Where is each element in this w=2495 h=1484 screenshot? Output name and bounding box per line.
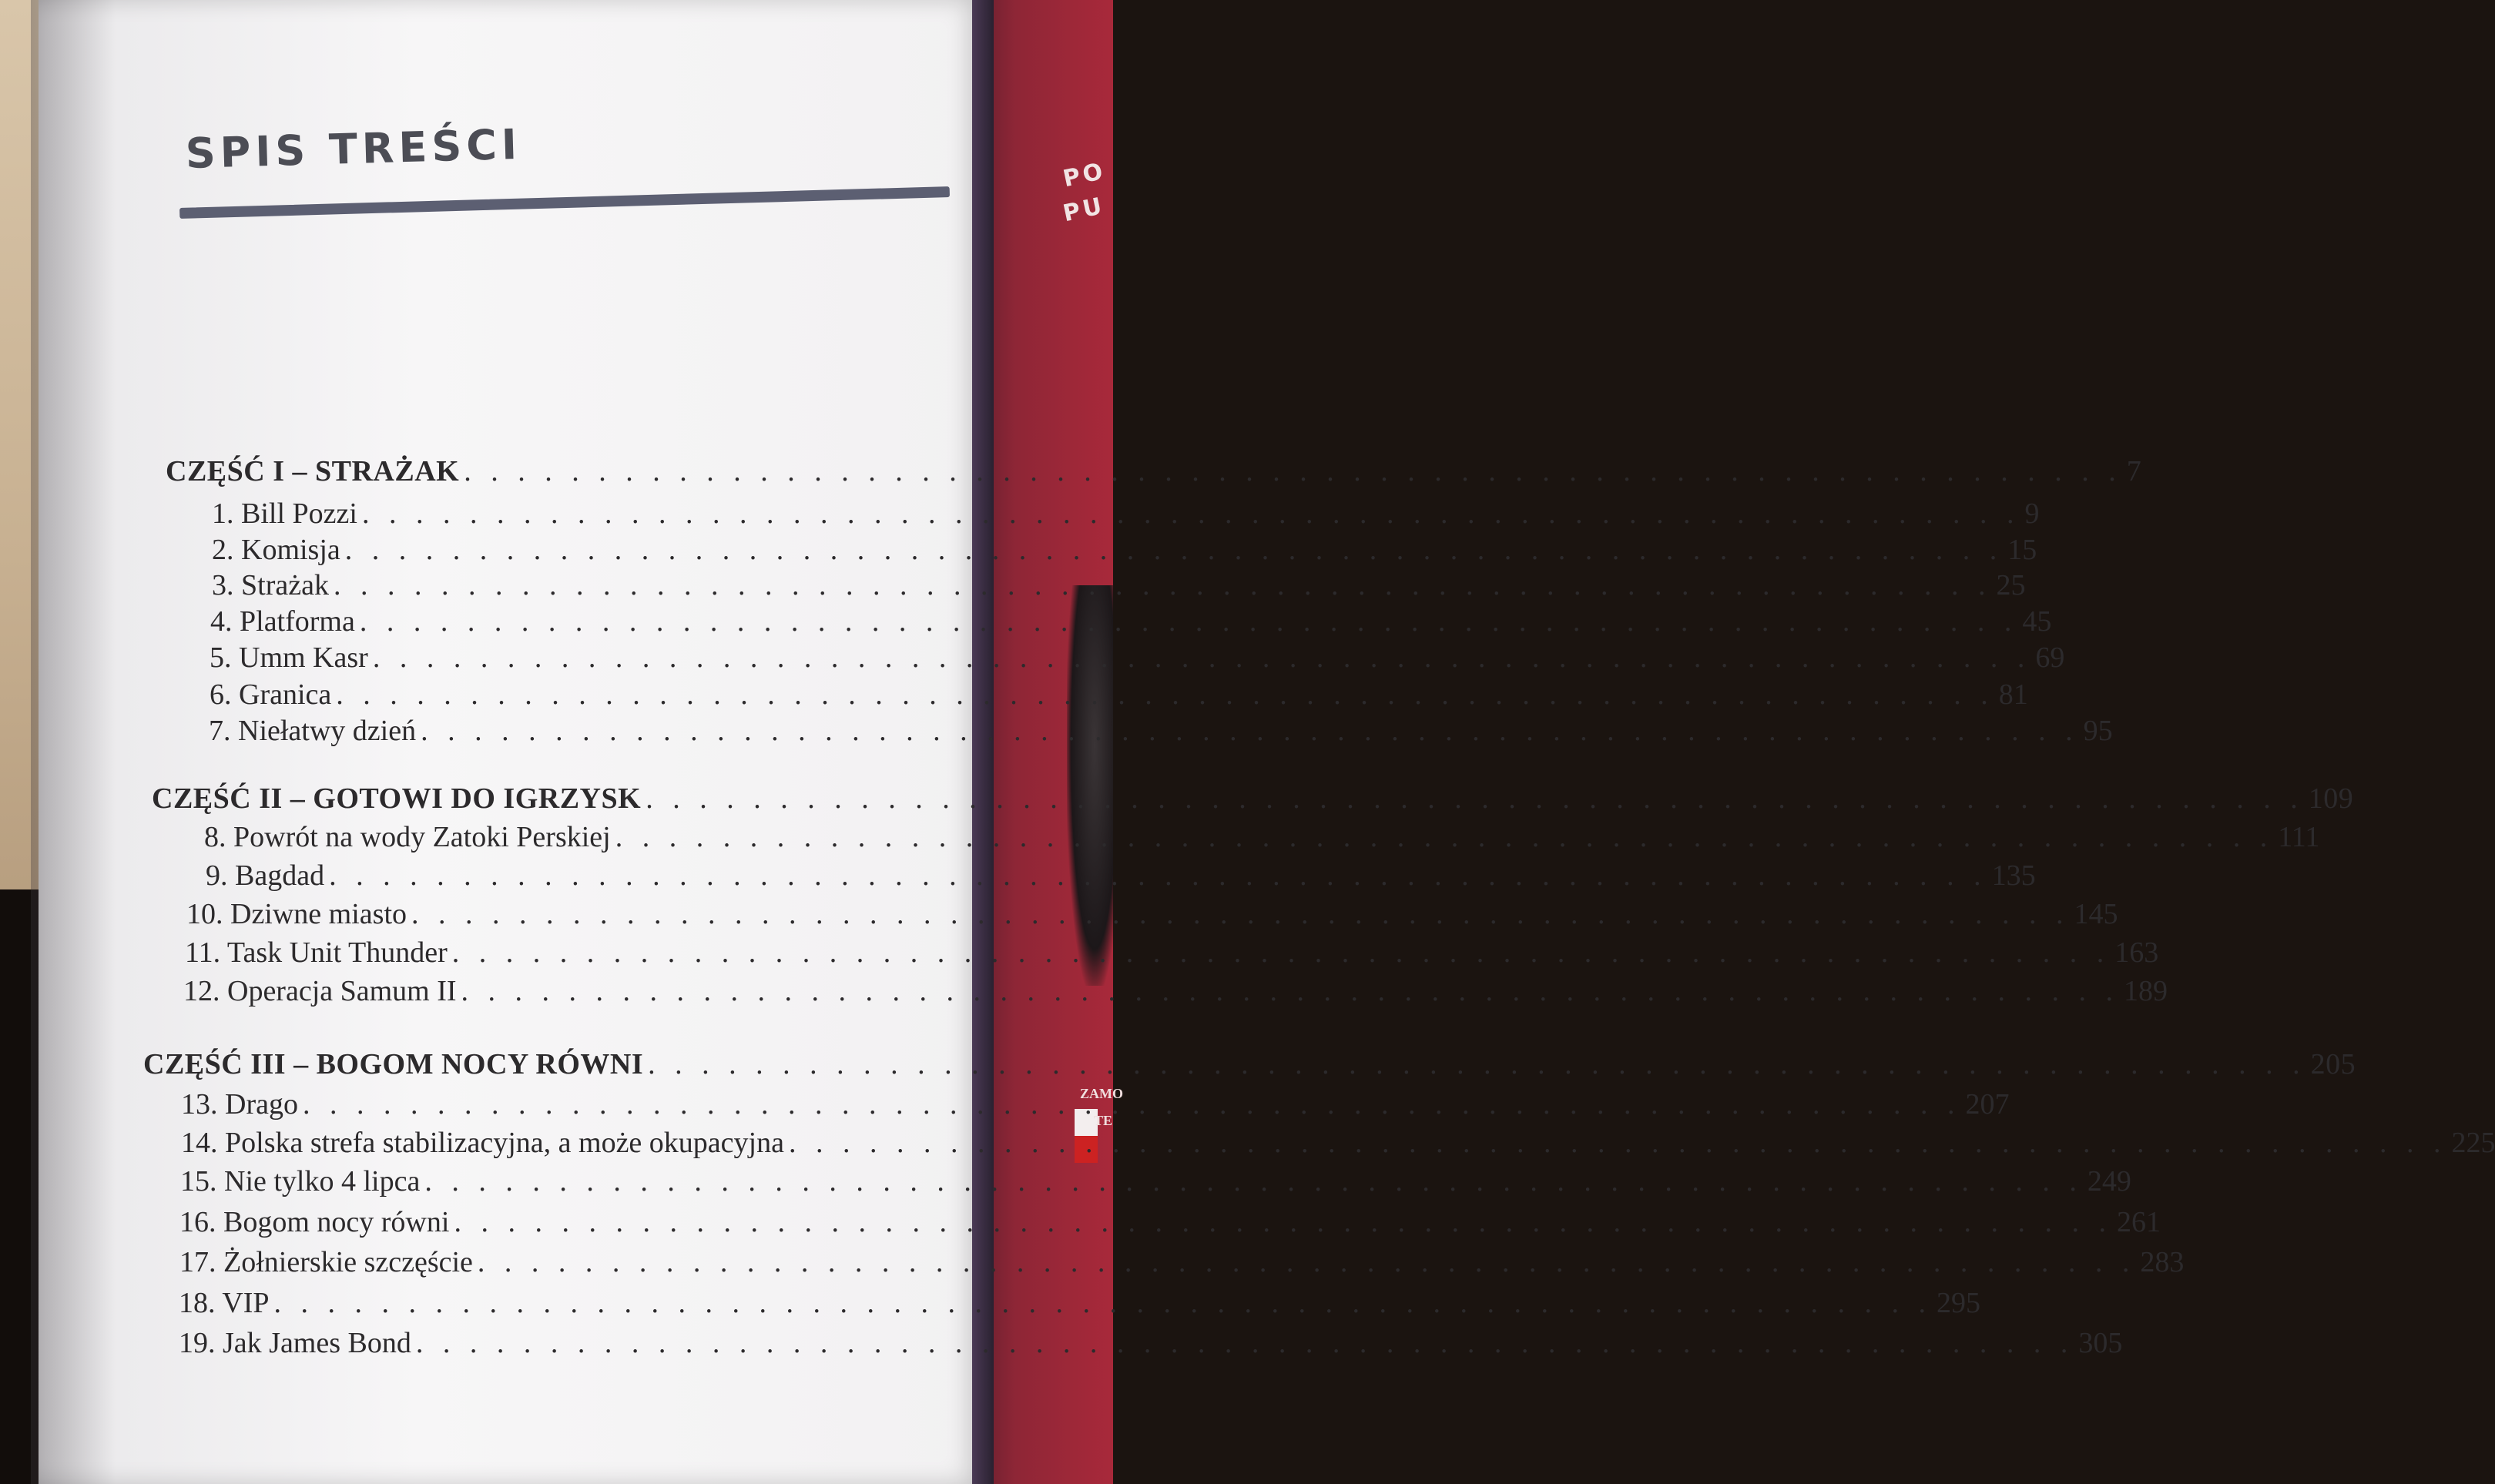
part-title: CZĘŚĆ III – BOGOM NOCY RÓWNI bbox=[143, 1048, 644, 1080]
dot-leader bbox=[646, 782, 2304, 816]
cover-text-line2: PU bbox=[1060, 192, 1108, 228]
page-number: 189 bbox=[2124, 975, 2168, 1007]
toc-chapter-row bbox=[179, 1326, 2123, 1360]
chapter-title: 13. Drago bbox=[181, 1088, 298, 1121]
toc-chapter-row bbox=[210, 641, 2065, 675]
dot-leader bbox=[360, 605, 2018, 638]
chapter-title: 10. Dziwne miasto bbox=[186, 898, 407, 930]
chapter-title: 7. Niełatwy dzień bbox=[209, 715, 417, 747]
dot-leader bbox=[336, 678, 1994, 712]
cover-small-text-1: ZAMO bbox=[1080, 1086, 1123, 1101]
chapter-title: 14. Polska strefa stabilizacyjna, a może okupacyjna bbox=[181, 1127, 784, 1159]
page-number: 81 bbox=[1998, 678, 2028, 711]
chapter-title: 3. Strażak bbox=[212, 569, 329, 601]
dot-leader bbox=[464, 454, 2122, 488]
page-number: 205 bbox=[2310, 1048, 2356, 1080]
toc-chapter-row bbox=[179, 1205, 2161, 1239]
toc-chapter-row bbox=[212, 497, 2040, 531]
toc-chapter-row bbox=[180, 1164, 2131, 1198]
page-number: 69 bbox=[2035, 642, 2065, 674]
dot-leader bbox=[461, 974, 2120, 1008]
page-number: 9 bbox=[2024, 497, 2040, 530]
page-number: 305 bbox=[2078, 1327, 2123, 1359]
toc-chapter-row bbox=[181, 1126, 2495, 1160]
page-number: 135 bbox=[1991, 859, 2036, 892]
toc-chapter-row bbox=[179, 1245, 2185, 1279]
toc-chapter-row bbox=[185, 936, 2159, 970]
dot-leader bbox=[424, 1164, 2083, 1198]
dot-leader bbox=[421, 714, 2079, 748]
page-number: 25 bbox=[1996, 569, 2026, 601]
page-number: 207 bbox=[1965, 1088, 2010, 1121]
dot-leader bbox=[303, 1087, 1961, 1121]
page-number: 261 bbox=[2116, 1206, 2161, 1238]
dot-leader bbox=[334, 568, 1992, 602]
dot-leader bbox=[411, 897, 2070, 931]
dot-leader bbox=[362, 497, 2020, 531]
dot-leader bbox=[615, 820, 2274, 854]
toc-chapter-row bbox=[210, 678, 2028, 712]
chapter-title: 4. Platforma bbox=[210, 605, 355, 638]
dot-leader bbox=[373, 641, 2031, 675]
chapter-title: 11. Task Unit Thunder bbox=[185, 936, 448, 969]
chapter-title: 12. Operacja Samum II bbox=[183, 975, 457, 1007]
page-number: 111 bbox=[2278, 821, 2320, 853]
page-number: 109 bbox=[2308, 782, 2354, 815]
page-number: 45 bbox=[2022, 605, 2052, 638]
part-title: CZĘŚĆ II – GOTOWI DO IGRZYSK bbox=[152, 782, 642, 815]
toc-chapter-row bbox=[183, 974, 2168, 1008]
page-number: 225 bbox=[2451, 1127, 2495, 1159]
page-number: 295 bbox=[1937, 1287, 1981, 1319]
toc-chapter-row bbox=[212, 533, 2037, 567]
page-number: 249 bbox=[2087, 1165, 2131, 1198]
chapter-title: 1. Bill Pozzi bbox=[212, 497, 357, 530]
toc-part-row bbox=[166, 454, 2142, 488]
page-number: 145 bbox=[2074, 898, 2118, 930]
dot-leader bbox=[329, 859, 1987, 893]
page-number: 163 bbox=[2114, 936, 2159, 969]
cover-small-text-2: TE bbox=[1094, 1113, 1113, 1128]
toc-part-row bbox=[143, 1047, 2356, 1081]
chapter-title: 5. Umm Kasr bbox=[210, 642, 368, 674]
toc-part-row bbox=[152, 782, 2354, 816]
part-title: CZĘŚĆ I – STRAŻAK bbox=[166, 455, 460, 487]
dot-leader bbox=[454, 1205, 2112, 1239]
dot-leader bbox=[416, 1326, 2074, 1360]
toc-chapter-row bbox=[212, 568, 2026, 602]
toc-chapter-row bbox=[206, 859, 2036, 893]
page-number: 95 bbox=[2083, 715, 2113, 747]
dot-leader bbox=[345, 533, 2004, 567]
toc-chapter-row bbox=[209, 714, 2113, 748]
chapter-title: 16. Bogom nocy równi bbox=[179, 1206, 450, 1238]
chapter-title: 19. Jak James Bond bbox=[179, 1327, 411, 1359]
chapter-title: 15. Nie tylko 4 lipca bbox=[180, 1165, 421, 1198]
page-number: 7 bbox=[2126, 455, 2142, 487]
chapter-title: 2. Komisja bbox=[212, 534, 340, 566]
dot-leader bbox=[789, 1126, 2447, 1160]
toc-chapter-row bbox=[179, 1286, 1981, 1320]
chapter-title: 17. Żołnierskie szczęście bbox=[179, 1246, 473, 1278]
toc-chapter-row bbox=[204, 820, 2320, 854]
cover-text-line1: PO bbox=[1060, 157, 1108, 193]
chapter-title: 18. VIP bbox=[179, 1287, 270, 1319]
chapter-title: 9. Bagdad bbox=[206, 859, 325, 892]
chapter-title: 6. Granica bbox=[210, 678, 332, 711]
dot-leader bbox=[478, 1245, 2136, 1279]
page-number: 283 bbox=[2140, 1246, 2185, 1278]
dot-leader bbox=[648, 1047, 2306, 1081]
page-title: SPIS TREŚCI bbox=[185, 119, 522, 178]
dot-leader bbox=[274, 1286, 1933, 1320]
page-number: 15 bbox=[2007, 534, 2037, 566]
toc-chapter-row bbox=[186, 897, 2118, 931]
chapter-title: 8. Powrót na wody Zatoki Perskiej bbox=[204, 821, 611, 853]
dot-leader bbox=[452, 936, 2111, 970]
toc-chapter-row bbox=[210, 605, 2052, 638]
